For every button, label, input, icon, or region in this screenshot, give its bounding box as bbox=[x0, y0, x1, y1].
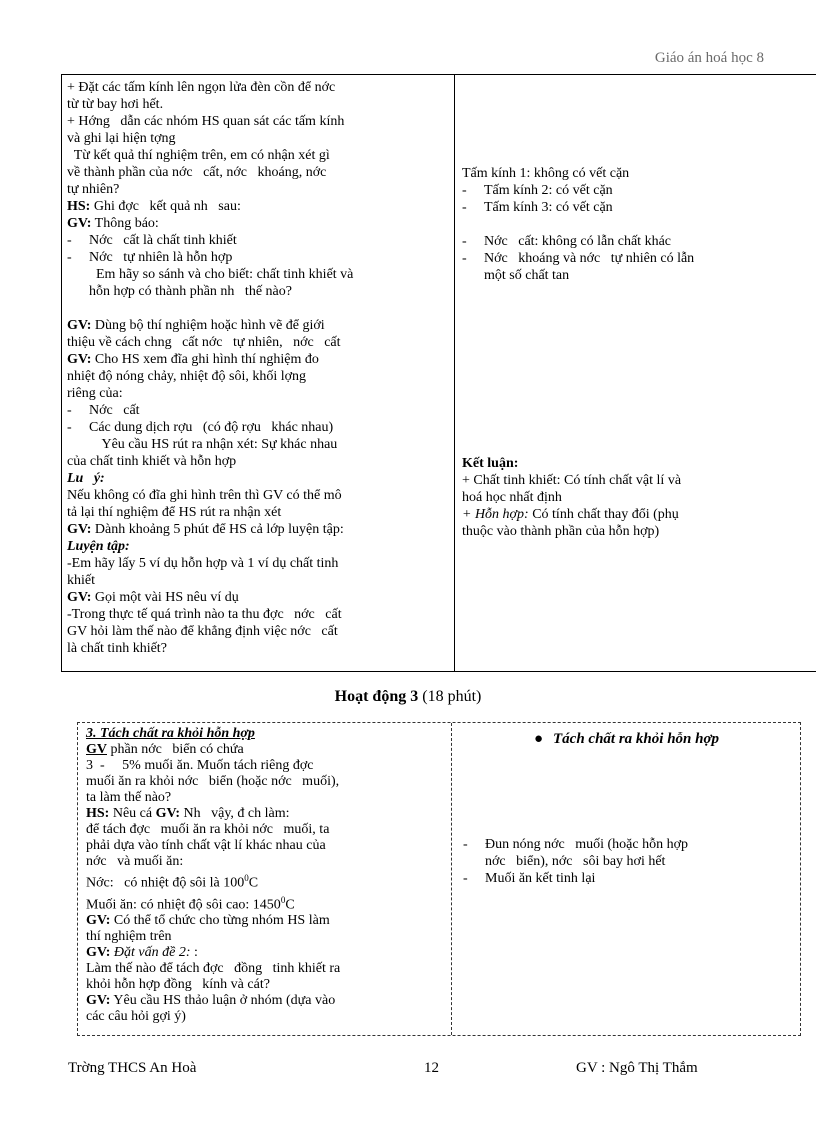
teacher-activity-column bbox=[62, 75, 455, 671]
text-line: HS: Ghi đợc kết quả nh sau: bbox=[67, 199, 241, 214]
text-line: tả lại thí nghiệm để HS rút ra nhận xét bbox=[67, 505, 282, 520]
text-line: + Đặt các tấm kính lên ngọn lửa đèn cồn để nớc bbox=[67, 80, 336, 95]
text-line: và ghi lại hiện tợng bbox=[67, 131, 176, 146]
text-line: Yêu cầu HS rút ra nhận xét: Sự khác nhau bbox=[67, 437, 338, 452]
text-line: hỗn hợp có thành phần nh thế nào? bbox=[89, 284, 292, 299]
activity-title: Hoạt động 3 bbox=[334, 688, 419, 705]
text-line: GV hỏi làm thế nào để khẳng định việc nớc cất bbox=[67, 624, 338, 639]
conclusion-block bbox=[462, 455, 812, 540]
student-content-column bbox=[456, 75, 816, 671]
text-line: các câu hỏi gợi ý) bbox=[86, 1009, 186, 1025]
text-line: - Nớc cất: không có lẫn chất khác bbox=[462, 233, 812, 250]
text-line: + Hỗn hợp: Có tính chất thay đổi (phụ bbox=[462, 507, 679, 522]
text-line: là chất tinh khiết? bbox=[67, 641, 167, 656]
text-line: GV: Có thể tổ chức cho từng nhóm HS làm bbox=[86, 913, 330, 929]
text-line: một số chất tan bbox=[484, 268, 570, 283]
text-line: Nếu không có đĩa ghi hình trên thì GV có thể mô bbox=[67, 488, 342, 503]
separation-title: ● Tách chất ra khỏi hỗn hợp bbox=[533, 731, 720, 747]
teacher-activity-column-2 bbox=[78, 723, 452, 1035]
observation-results bbox=[462, 165, 812, 284]
text-line: GV: Dành khoảng 5 phút để HS cả lớp luyện tập: bbox=[67, 522, 344, 537]
bullet-icon: ● bbox=[533, 731, 544, 747]
lesson-table-1 bbox=[61, 74, 816, 672]
text-line: GV: Yêu cầu HS thảo luận ở nhóm (dựa vào bbox=[86, 993, 336, 1009]
text-line: khiết bbox=[67, 573, 95, 588]
footer-school: Trờng THCS An Hoà bbox=[68, 1060, 197, 1076]
text-line: phải dựa vào tính chất vật lí khác nhau của bbox=[86, 838, 326, 853]
text-line: Tấm kính 1: không có vết cặn bbox=[462, 166, 630, 181]
text-line: - Tấm kính 2: có vết cặn bbox=[462, 182, 812, 199]
text-line: để tách đợc muối ăn ra khỏi nớc muối, ta bbox=[86, 822, 330, 837]
text-line: Từ kết quả thí nghiệm trên, em có nhận xét gì bbox=[67, 148, 330, 163]
text-line: - Muối ăn kết tinh lại bbox=[463, 870, 790, 887]
text-line: GV: Dùng bộ thí nghiệm hoặc hình vẽ để giới bbox=[67, 318, 325, 333]
text-line: của chất tinh khiết và hỗn hợp bbox=[67, 454, 237, 469]
student-content-column-2 bbox=[453, 723, 800, 1035]
text-line: GV: Gọi một vài HS nêu ví dụ bbox=[67, 590, 239, 605]
text-line: GV phần nớc biển có chứa bbox=[86, 742, 244, 757]
text-line: - Nớc khoáng và nớc tự nhiên có lẫn bbox=[462, 250, 812, 267]
text-line: Em hãy so sánh và cho biết: chất tinh khiết và bbox=[89, 267, 354, 282]
section-title: 3. Tách chất ra khỏi hỗn hợp bbox=[86, 726, 255, 741]
text-line: Làm thế nào để tách đợc đồng tinh khiết ra bbox=[86, 961, 341, 977]
text-line: tự nhiên? bbox=[67, 182, 120, 197]
text-line: - Các dung dịch rợu (có độ rợu khác nhau) bbox=[67, 419, 449, 436]
text-line: thí nghiệm trên bbox=[86, 929, 172, 945]
text-line: 3 - 5% muối ăn. Muốn tách riêng đợc bbox=[86, 758, 314, 773]
text-line: khỏi hỗn hợp đồng kính và cát? bbox=[86, 977, 270, 993]
text-line: GV: Cho HS xem đĩa ghi hình thí nghiệm đo bbox=[67, 352, 319, 367]
footer-teacher: GV : Ngô Thị Thắm bbox=[576, 1060, 698, 1076]
text-line: - Đun nóng nớc muối (hoặc hỗn hợp bbox=[463, 836, 790, 853]
text-line: GV: Thông báo: bbox=[67, 216, 159, 231]
activity-heading bbox=[0, 688, 816, 706]
text-line: Kết luận: bbox=[462, 456, 519, 471]
text-line: thuộc vào thành phần của hỗn hợp) bbox=[462, 524, 660, 539]
text-line: nớc biển), nớc sôi bay hơi hết bbox=[485, 854, 666, 869]
text-line: muối ăn ra khỏi nớc biển (hoặc nớc muối), bbox=[86, 774, 340, 789]
text-line: riêng của: bbox=[67, 386, 123, 401]
text-line: HS: Nêu cá GV: Nh vậy, đ ch làm: bbox=[86, 806, 290, 821]
text-line: - Nớc cất bbox=[67, 402, 449, 419]
text-line: từ từ bay hơi hết. bbox=[67, 97, 164, 112]
text-line: ta làm thế nào? bbox=[86, 790, 172, 805]
lesson-table-2 bbox=[77, 722, 801, 1036]
text-line: Luyện tập: bbox=[67, 539, 130, 554]
page-number: 12 bbox=[424, 1060, 439, 1076]
text-line: Muối ăn: có nhiệt độ sôi cao: 1450$^0$C bbox=[86, 894, 295, 913]
document-header: Giáo án hoá học 8 bbox=[654, 50, 764, 66]
text-line bbox=[462, 216, 812, 233]
text-line: - Nớc cất là chất tinh khiết bbox=[67, 232, 449, 249]
text-line: - Nớc tự nhiên là hỗn hợp bbox=[67, 249, 449, 266]
text-line: Nớc: có nhiệt độ sôi là $100^0C$ bbox=[86, 873, 259, 891]
text-line: hoá học nhất định bbox=[462, 490, 562, 505]
text-line: + Chất tinh khiết: Có tính chất vật lí và bbox=[462, 473, 682, 488]
separation-steps bbox=[463, 836, 790, 887]
text-line: nhiệt độ nóng chảy, nhiệt độ sôi, khối lợng bbox=[67, 369, 307, 384]
text-line: GV: Đặt vấn đề 2: : bbox=[86, 945, 198, 961]
text-line: về thành phần của nớc cất, nớc khoáng, nớc bbox=[67, 165, 327, 180]
text-line: thiệu về cách chng cất nớc tự nhiên, nớc cất bbox=[67, 335, 341, 350]
text-line: -Trong thực tế quá trình nào ta thu đợc nớc cất bbox=[67, 607, 342, 622]
text-line bbox=[67, 300, 449, 317]
text-line: Lu ý: bbox=[67, 471, 105, 486]
activity-time: (18 phút) bbox=[422, 688, 482, 705]
text-line: -Em hãy lấy 5 ví dụ hỗn hợp và 1 ví dụ chất tinh bbox=[67, 556, 339, 571]
text-line: + Hớng dẫn các nhóm HS quan sát các tấm kính bbox=[67, 114, 345, 129]
text-line: - Tấm kính 3: có vết cặn bbox=[462, 199, 812, 216]
text-line: nớc và muối ăn: bbox=[86, 854, 184, 869]
